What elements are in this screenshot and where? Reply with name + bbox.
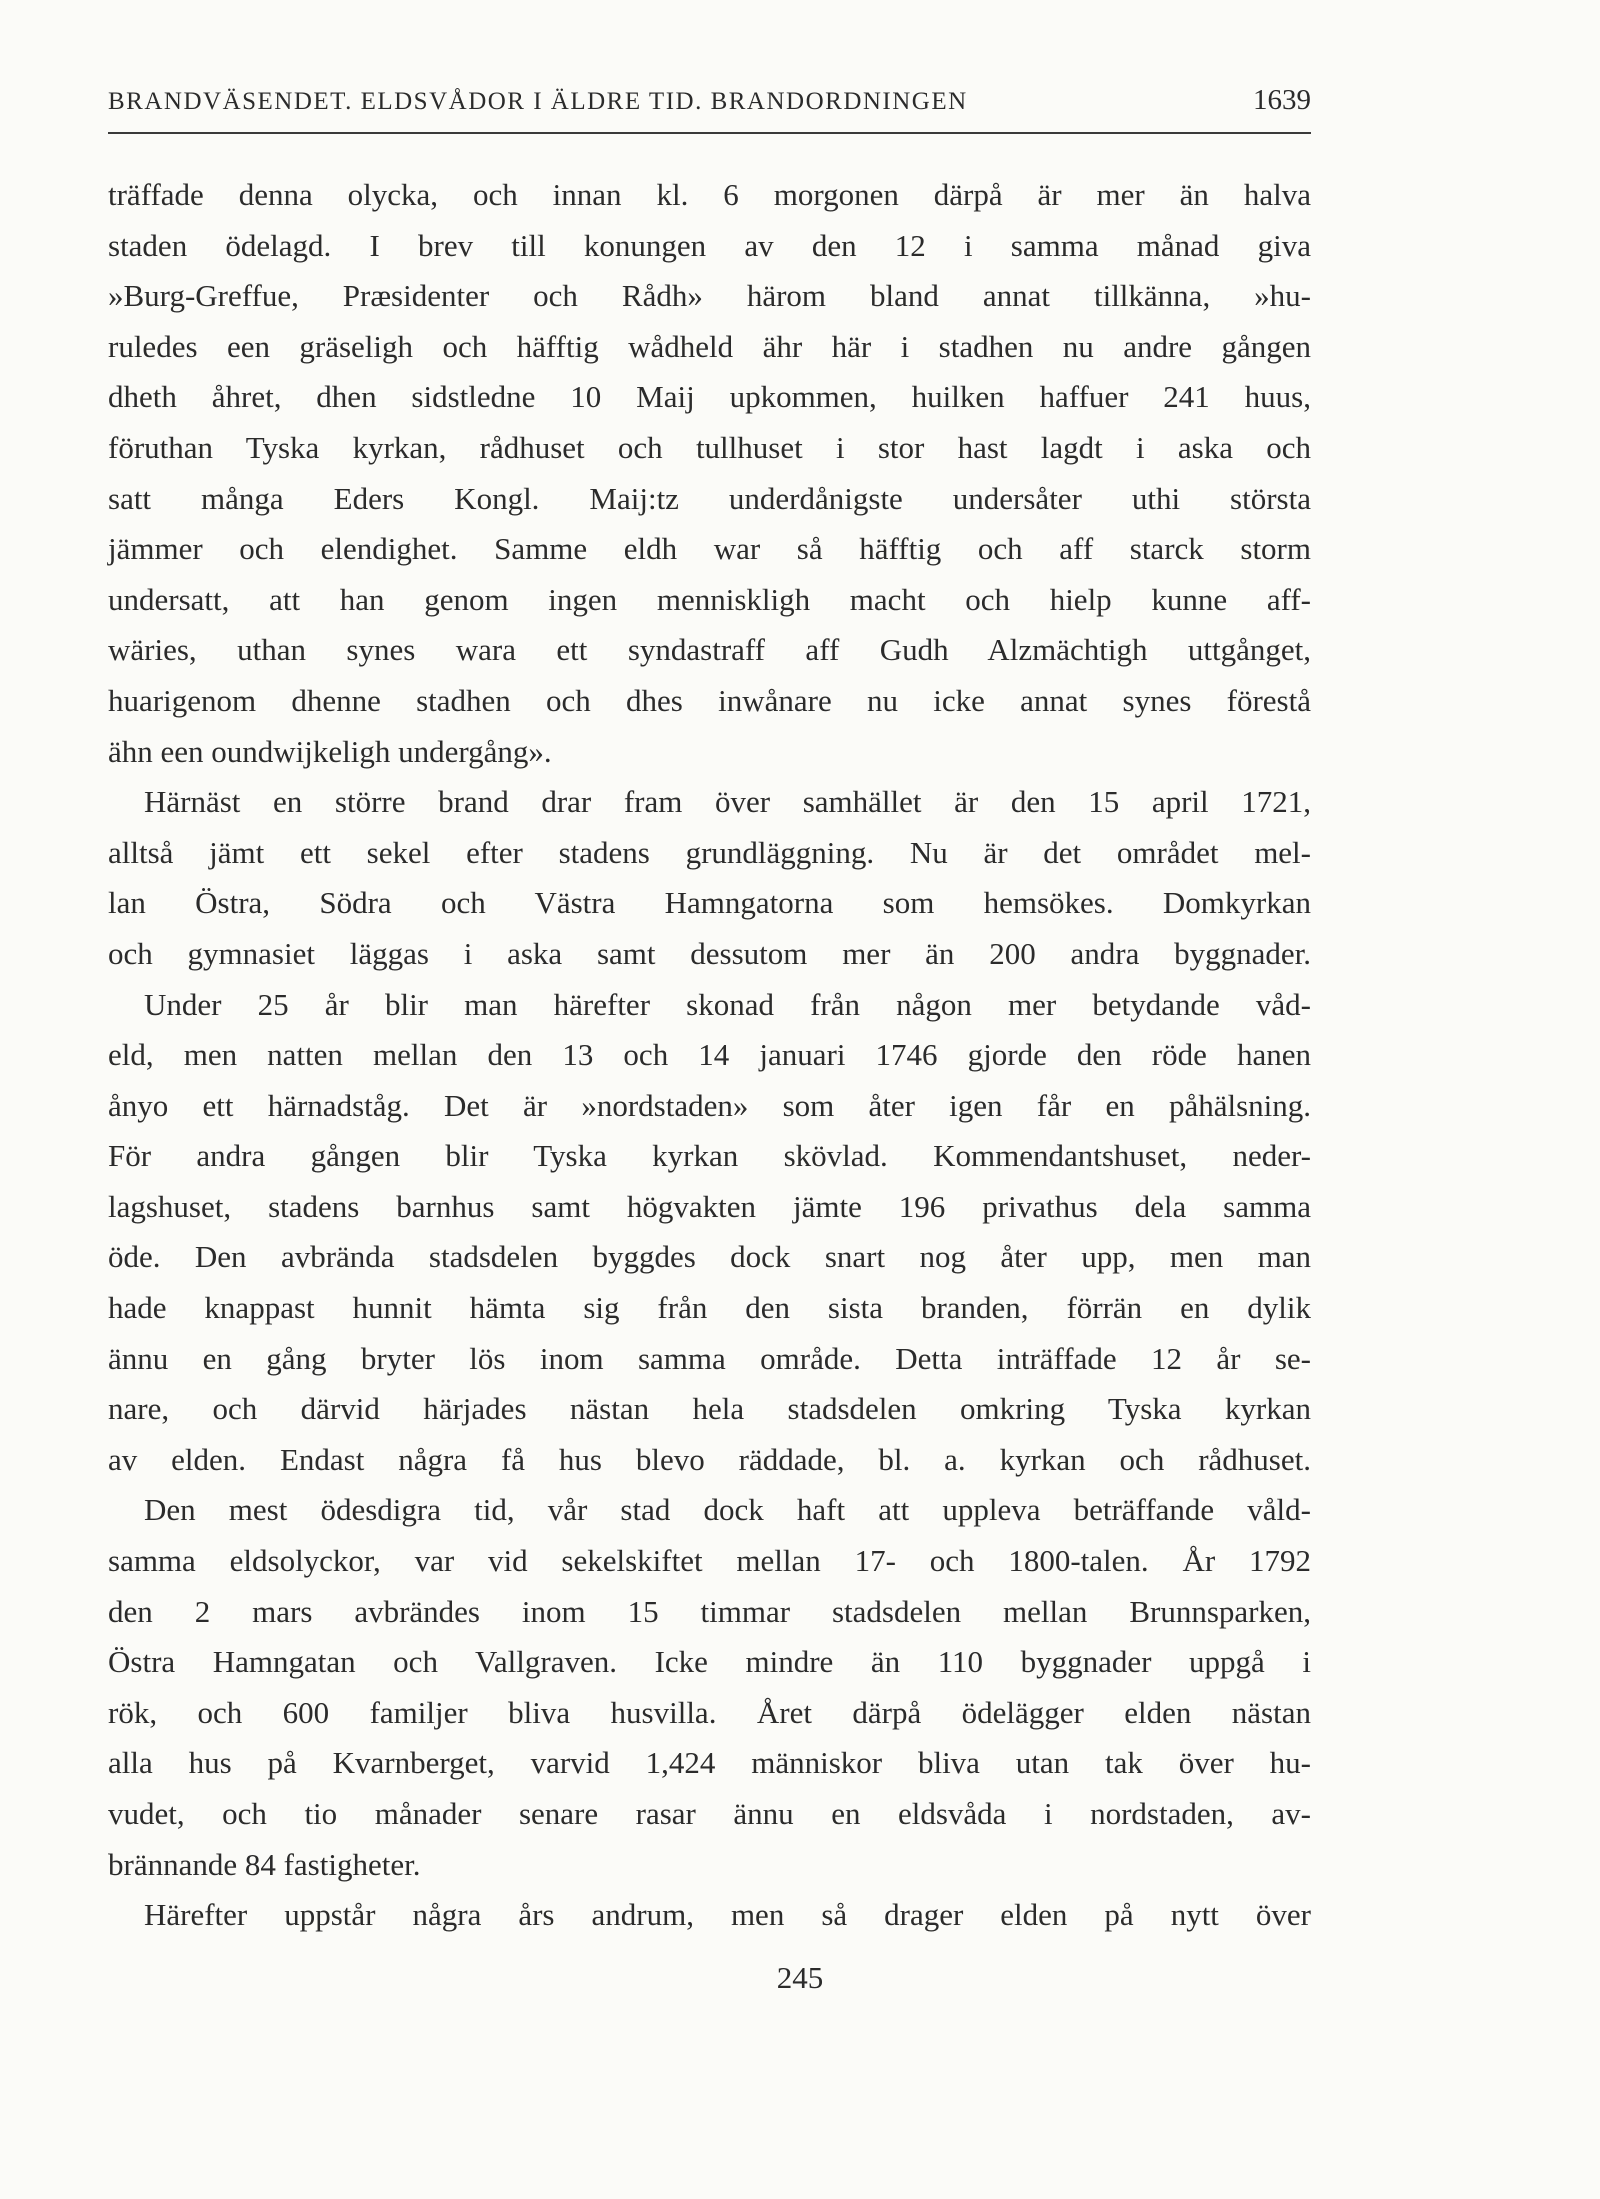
header-rule [108,132,1311,134]
text-line: samma eldsolyckor, var vid sekelskiftet mellan 17- och 1800-talen. År 1792 [108,1543,1311,1579]
paragraph-start: Under 25 år blir man härefter skonad från någon mer betydande våd- [144,986,1311,1022]
text-line: hade knappast hunnit hämta sig från den sista branden, förrän en dylik [108,1290,1311,1326]
paragraph-start: Härnäst en större brand drar fram över samhället är den 15 april 1721, [144,784,1311,820]
text-line: vudet, och tio månader senare rasar ännu en eldsvåda i nordstaden, av- [108,1796,1311,1831]
text-line: lagshuset, stadens barnhus samt högvakten jämte 196 privathus dela samma [108,1188,1311,1224]
text-line: öde. Den avbrända stadsdelen byggdes dock snart nog åter upp, men man [108,1239,1311,1275]
text-line: alltså jämt ett sekel efter stadens grundläggning. Nu är det området mel- [108,834,1311,870]
paragraph-start: Den mest ödesdigra tid, vår stad dock haft att uppleva beträffande våld- [144,1492,1311,1528]
text-line: huarigenom dhenne stadhen och dhes inwånare nu icke annat synes förestå [108,682,1311,718]
text-line: ähn een oundwijkeligh undergång». [108,733,552,769]
text-line: eld, men natten mellan den 13 och 14 januari 1746 gjorde den röde hanen [108,1037,1311,1073]
text-line: träffade denna olycka, och innan kl. 6 morgonen därpå är mer än halva [108,177,1311,212]
text-line: föruthan Tyska kyrkan, rådhuset och tullhuset i stor hast lagdt i aska och [108,429,1311,465]
page-number: 245 [776,1960,824,1995]
running-title: BRANDVÄSENDET. ELDSVÅDOR I ÄLDRE TID. BRANDORDNINGEN [108,88,968,115]
text-line: ånyo ett härnadståg. Det är »nordstaden» som åter igen får en påhälsning. [108,1087,1311,1123]
text-line: »Burg-Greffue, Præsidenter och Rådh» härom bland annat tillkänna, »hu- [108,278,1311,314]
text-line: dheth åhret, dhen sidstledne 10 Maij upkommen, huilken haffuer 241 huus, [108,379,1311,415]
body-text [108,170,1311,1941]
text-line: undersatt, att han genom ingen menniskligh macht och hielp kunne aff- [108,581,1311,617]
text-line: Östra Hamngatan och Vallgraven. Icke mindre än 110 byggnader uppgå i [108,1644,1311,1680]
text-line: wäries, uthan synes wara ett syndastraff aff Gudh Alzmächtigh uttgånget, [108,632,1311,668]
text-line: ruledes een gräseligh och häfftig wådheld ähr här i stadhen nu andre gången [108,328,1311,364]
text-line: alla hus på Kvarnberget, varvid 1,424 människor bliva utan tak över hu- [108,1745,1311,1781]
text-line: rök, och 600 familjer bliva husvilla. Året därpå ödelägger elden nästan [108,1694,1311,1730]
text-line: lan Östra, Södra och Västra Hamngatorna som hemsökes. Domkyrkan [108,885,1311,921]
text-line: av elden. Endast några få hus blevo räddade, bl. a. kyrkan och rådhuset. [108,1441,1311,1477]
header-page-ref: 1639 [1253,84,1311,116]
text-line: satt många Eders Kongl. Maij:tz underdånigste undersåter uthi största [108,480,1311,516]
text-line: För andra gången blir Tyska kyrkan skövlad. Kommendantshuset, neder- [108,1138,1311,1174]
text-line: brännande 84 fastigheter. [108,1846,421,1882]
text-line: jämmer och elendighet. Samme eldh war så häfftig och aff starck storm [108,531,1311,567]
paragraph-start: Härefter uppstår några års andrum, men så drager elden på nytt över [144,1897,1311,1933]
text-line: staden ödelagd. I brev till konungen av den 12 i samma månad giva [108,227,1311,263]
text-line: den 2 mars avbrändes inom 15 timmar stadsdelen mellan Brunnsparken, [108,1593,1311,1629]
text-line: nare, och därvid härjades nästan hela stadsdelen omkring Tyska kyrkan [108,1391,1311,1427]
running-header [108,84,1311,128]
text-line: och gymnasiet läggas i aska samt dessutom mer än 200 andra byggnader. [108,935,1311,971]
text-line: ännu en gång bryter lös inom samma område. Detta inträffade 12 år se- [108,1340,1311,1376]
